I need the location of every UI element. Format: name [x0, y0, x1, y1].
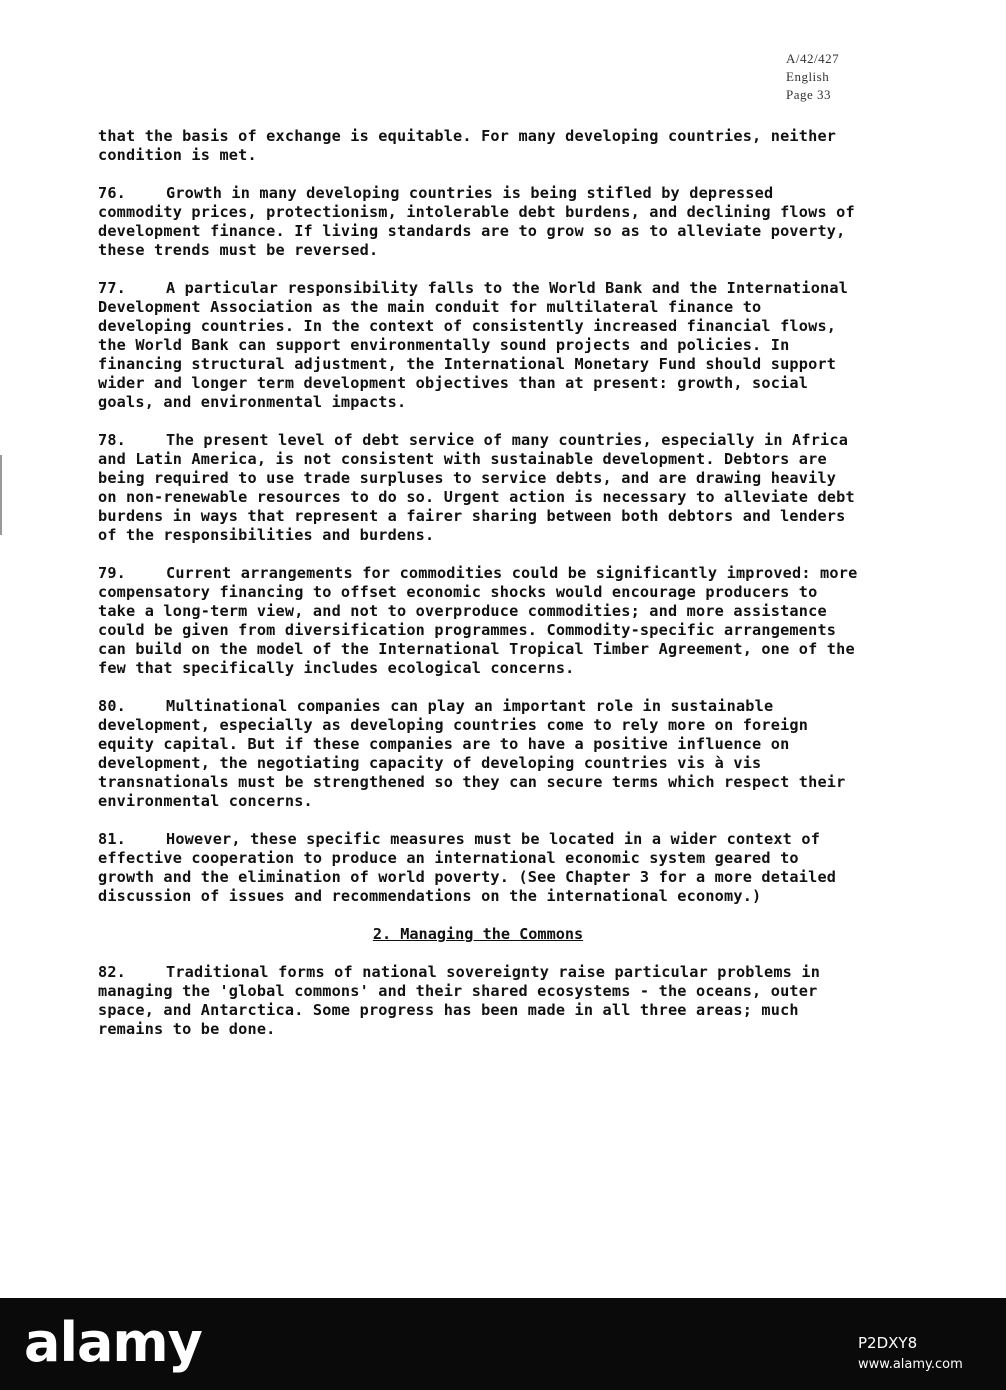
- opening-paragraph: that the basis of exchange is equitable. For many developing countries, neither condition is met.: [98, 127, 837, 164]
- document-symbol: A/42/427: [786, 51, 840, 66]
- page-number: Page 33: [786, 87, 832, 102]
- document-language: English: [786, 69, 830, 84]
- alamy-logo: alamy: [24, 1311, 202, 1374]
- section-heading: [98, 925, 858, 944]
- paragraph-number: 79.: [98, 564, 127, 582]
- paragraph-number: 78.: [98, 431, 127, 449]
- margin-mark: [0, 455, 2, 535]
- paragraph-number: 77.: [98, 279, 127, 297]
- paragraph-80: [98, 697, 858, 811]
- paragraph-text: Growth in many developing countries is being stifled by depressed commodity prices, protectionism, intolerable debt burdens, and declining flows of development finance. If living standards are to grow so as to alleviate poverty, these trends must be reversed.: [98, 184, 855, 259]
- paragraph-number: 80.: [98, 697, 127, 715]
- paragraph-text: Current arrangements for commodities could be significantly improved: more compensatory financing to offset economic shocks would encourage producers to take a long-term view, and not to overproduce commodities; and more assistance could be given from diversification programmes. Commodity-specific arrangements can build on the model of the International Tropical Timber Agreement, one of the few that specifically includes ecological concerns.: [98, 564, 858, 677]
- section-heading-text: 2. Managing the Commons: [372, 925, 584, 943]
- paragraph-number: 81.: [98, 830, 127, 848]
- paragraph-77: [98, 279, 858, 412]
- document-body: [98, 127, 858, 1058]
- paragraph-text: However, these specific measures must be located in a wider context of effective cooperation to produce an international economic system geared to growth and the elimination of world poverty. (See Chapter 3 for a more detailed discussion of issues and recommendations on the international economy.): [98, 830, 837, 905]
- paragraph-82: [98, 963, 858, 1039]
- paragraph-81: [98, 830, 858, 906]
- paragraph-76: [98, 184, 858, 260]
- paragraph-number: 76.: [98, 184, 127, 202]
- paragraph-text: Multinational companies can play an important role in sustainable development, especially as developing countries come to rely more on foreign equity capital. But if these companies are to have a positive influence on development, the negotiating capacity of developing countries vis à vis transnationals must be strengthened so they can secure terms which respect their environmental concerns.: [98, 697, 846, 810]
- paragraph-text: A particular responsibility falls to the World Bank and the International Development Association as the main conduit for multilateral finance to developing countries. In the context of consistently increased financial flows, the World Bank can support environmentally sound projects and policies. In financing structural adjustment, the International Monetary Fund should support wider and longer term development objectives than at present: growth, social goals, and environmental impacts.: [98, 279, 849, 411]
- paragraph-text: The present level of debt service of many countries, especially in Africa and Latin America, is not consistent with sustainable development. Debtors are being required to use trade surpluses to service debts, and are drawing heavily on non-renewable resources to do so. Urgent action is necessary to alleviate debt burdens in ways that represent a fairer sharing between both debtors and lenders of the responsibilities and burdens.: [98, 431, 855, 544]
- watermark-url: www.alamy.com: [858, 1357, 963, 1372]
- document-header: [786, 50, 839, 104]
- image-id-label: P2DXY8: [858, 1334, 918, 1352]
- paragraph-number: 82.: [98, 963, 127, 981]
- paragraph-78: [98, 431, 858, 545]
- paragraph-79: [98, 564, 858, 678]
- paragraph-text: Traditional forms of national sovereignty raise particular problems in managing the 'global commons' and their shared ecosystems - the oceans, outer space, and Antarctica. Some progress has been made in all three areas; much remains to be done.: [98, 963, 821, 1038]
